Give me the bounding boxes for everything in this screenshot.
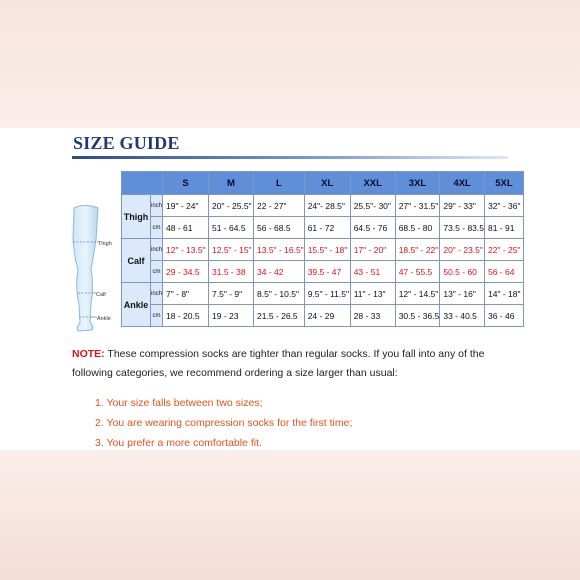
note-label: NOTE: bbox=[72, 348, 105, 360]
table-row bbox=[122, 261, 524, 283]
calf-label: Calf bbox=[96, 292, 106, 298]
table-cell: 18 - 20.5 bbox=[163, 305, 209, 327]
table-cell: 39.5 - 47 bbox=[304, 261, 350, 283]
size-col-header: L bbox=[254, 172, 305, 195]
unit-label: inch bbox=[151, 239, 163, 261]
size-col-header: 4XL bbox=[440, 172, 485, 195]
table-cell: 81 - 91 bbox=[484, 217, 523, 239]
page-title: SIZE GUIDE bbox=[73, 133, 180, 153]
table-cell: 36 - 46 bbox=[484, 305, 523, 327]
unit-label: cm bbox=[151, 217, 163, 239]
table-cell: 28 - 33 bbox=[350, 305, 395, 327]
size-table bbox=[121, 171, 524, 327]
title-underline bbox=[72, 156, 508, 159]
table-row bbox=[122, 239, 524, 261]
thigh-label: Thigh bbox=[98, 241, 112, 247]
size-col-header: 3XL bbox=[395, 172, 440, 195]
reason-list bbox=[95, 393, 352, 453]
table-cell: 15.5" - 18" bbox=[304, 239, 350, 261]
table-cell: 33 - 40.5 bbox=[440, 305, 485, 327]
size-col-header: 5XL bbox=[484, 172, 523, 195]
table-cell: 18.5" - 22" bbox=[395, 239, 440, 261]
table-row bbox=[122, 283, 524, 305]
unit-label: cm bbox=[151, 305, 163, 327]
table-cell: 43 - 51 bbox=[350, 261, 395, 283]
table-row bbox=[122, 195, 524, 217]
table-cell: 7" - 8" bbox=[163, 283, 209, 305]
table-cell: 13" - 16" bbox=[440, 283, 485, 305]
table-cell: 20" - 25.5" bbox=[209, 195, 254, 217]
table-cell: 47 - 55.5 bbox=[395, 261, 440, 283]
size-col-header: XL bbox=[304, 172, 350, 195]
background-top bbox=[0, 0, 580, 130]
body-part-label: Ankle bbox=[122, 283, 151, 327]
table-cell: 12" - 13.5" bbox=[163, 239, 209, 261]
leg-diagram-icon bbox=[64, 200, 124, 335]
table-cell: 19 - 23 bbox=[209, 305, 254, 327]
table-cell: 51 - 64.5 bbox=[209, 217, 254, 239]
table-cell: 64.5 - 76 bbox=[350, 217, 395, 239]
background-bottom bbox=[0, 450, 580, 580]
table-cell: 22 - 27" bbox=[254, 195, 305, 217]
body-part-label: Calf bbox=[122, 239, 151, 283]
table-cell: 30.5 - 36.5 bbox=[395, 305, 440, 327]
table-cell: 29" - 33" bbox=[440, 195, 485, 217]
table-cell: 11" - 13" bbox=[350, 283, 395, 305]
table-cell: 32" - 36" bbox=[484, 195, 523, 217]
header-corner bbox=[122, 172, 163, 195]
unit-label: cm bbox=[151, 261, 163, 283]
table-cell: 19" - 24" bbox=[163, 195, 209, 217]
note-paragraph bbox=[72, 345, 502, 383]
table-cell: 12" - 14.5" bbox=[395, 283, 440, 305]
table-cell: 14" - 18" bbox=[484, 283, 523, 305]
table-row bbox=[122, 217, 524, 239]
table-cell: 25.5"- 30" bbox=[350, 195, 395, 217]
table-cell: 24"- 28.5" bbox=[304, 195, 350, 217]
body-part-label: Thigh bbox=[122, 195, 151, 239]
table-cell: 7.5" - 9" bbox=[209, 283, 254, 305]
table-cell: 34 - 42 bbox=[254, 261, 305, 283]
size-col-header: XXL bbox=[350, 172, 395, 195]
unit-label: inch bbox=[151, 283, 163, 305]
list-item: 3. You prefer a more comfortable fit. bbox=[95, 437, 262, 449]
list-item: 1. Your size falls between two sizes; bbox=[95, 397, 263, 409]
list-item: 2. You are wearing compression socks for the first time; bbox=[95, 417, 353, 429]
size-col-header: M bbox=[209, 172, 254, 195]
table-cell: 29 - 34.5 bbox=[163, 261, 209, 283]
table-cell: 8.5" - 10.5" bbox=[254, 283, 305, 305]
table-cell: 21.5 - 26.5 bbox=[254, 305, 305, 327]
table-cell: 56 - 68.5 bbox=[254, 217, 305, 239]
size-header-row bbox=[122, 172, 524, 195]
unit-label: inch bbox=[151, 195, 163, 217]
table-cell: 17" - 20" bbox=[350, 239, 395, 261]
table-cell: 22" - 25" bbox=[484, 239, 523, 261]
table-cell: 48 - 61 bbox=[163, 217, 209, 239]
table-cell: 68.5 - 80 bbox=[395, 217, 440, 239]
size-col-header: S bbox=[163, 172, 209, 195]
table-cell: 61 - 72 bbox=[304, 217, 350, 239]
table-cell: 73.5 - 83.5 bbox=[440, 217, 485, 239]
note-text: These compression socks are tighter than regular socks. If you fall into any of the following categories, we recommend ordering a size larger than usual: bbox=[72, 348, 485, 379]
table-row bbox=[122, 305, 524, 327]
table-cell: 9.5" - 11.5" bbox=[304, 283, 350, 305]
table-cell: 12.5" - 15" bbox=[209, 239, 254, 261]
table-cell: 50.5 - 60 bbox=[440, 261, 485, 283]
ankle-label: Ankle bbox=[97, 316, 111, 322]
table-cell: 31.5 - 38 bbox=[209, 261, 254, 283]
table-cell: 20" - 23.5" bbox=[440, 239, 485, 261]
table-cell: 24 - 29 bbox=[304, 305, 350, 327]
table-cell: 13.5" - 16.5" bbox=[254, 239, 305, 261]
table-cell: 56 - 64 bbox=[484, 261, 523, 283]
table-cell: 27" - 31.5" bbox=[395, 195, 440, 217]
